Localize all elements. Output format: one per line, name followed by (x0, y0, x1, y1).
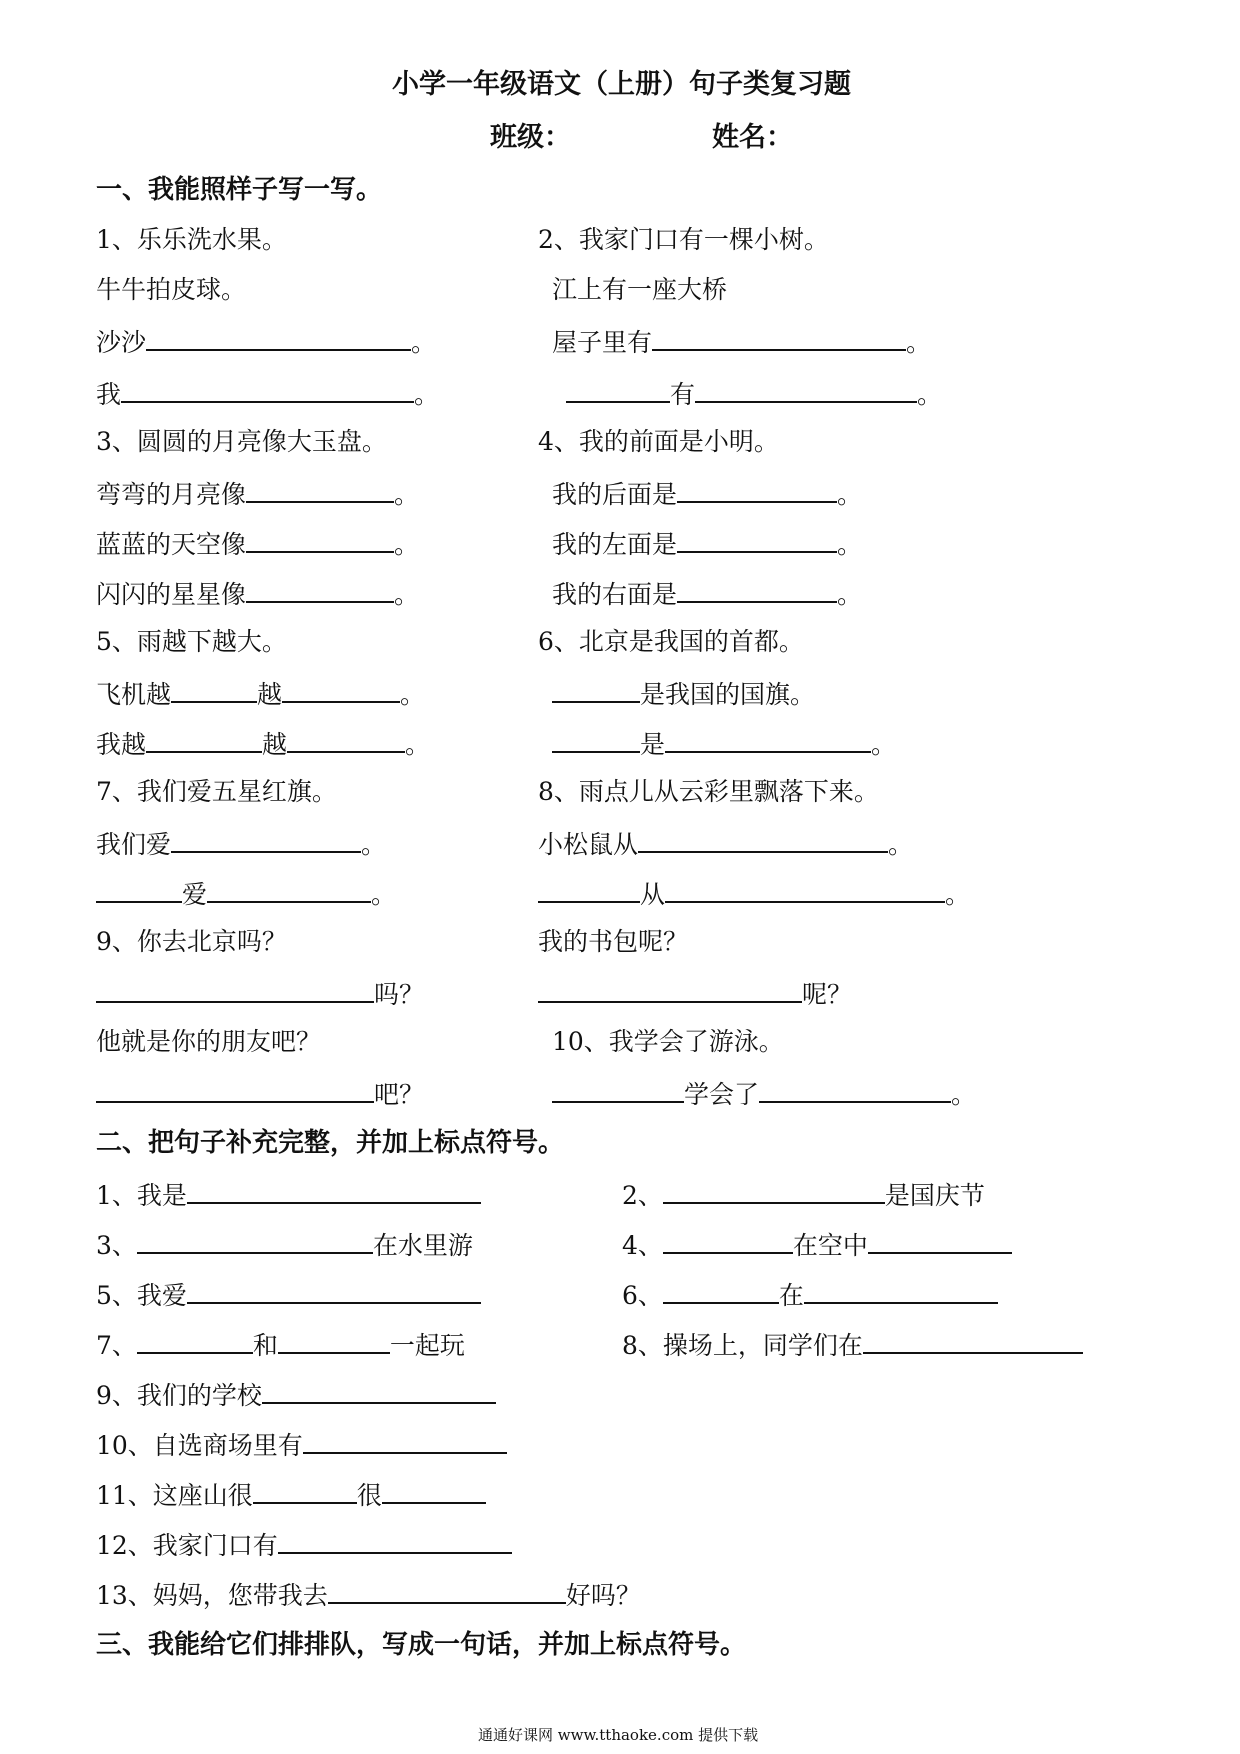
blank[interactable] (171, 827, 361, 853)
page-title: 小学一年级语文（上册）句子类复习题 (392, 69, 851, 100)
q7-line-1: 我们爱 。 (96, 827, 386, 860)
blank[interactable] (538, 977, 802, 1003)
s2-item-13: 13、妈妈，您带我去 好吗？ (96, 1578, 641, 1611)
section-3-heading: 三、我能给它们排排队，写成一句话，并加上标点符号。 (96, 1630, 747, 1660)
blank[interactable] (665, 877, 945, 903)
q9-example: 9、你去北京吗？ (96, 927, 287, 956)
q8-example: 8、雨点儿从云彩里飘落下来。 (538, 777, 879, 806)
blank[interactable] (663, 1228, 793, 1254)
blank[interactable] (246, 577, 394, 603)
blank[interactable] (538, 877, 640, 903)
blank[interactable] (96, 977, 374, 1003)
q7-line-2: 爱 。 (96, 877, 396, 910)
q1-example-2: 牛牛拍皮球。 (96, 275, 247, 304)
q6-example: 6、北京是我国的首都。 (538, 627, 804, 656)
blank[interactable] (552, 727, 640, 753)
q4-line-2: 我的左面是 。 (552, 527, 862, 560)
s2-item-10: 10、自选商场里有 (96, 1428, 507, 1461)
blank[interactable] (552, 677, 640, 703)
section-1-heading: 一、我能照样子写一写。 (96, 175, 383, 205)
s2-item-11: 11、这座山很 很 (96, 1478, 486, 1511)
blank[interactable] (246, 527, 394, 553)
footer-credit: 通通好课网 www.tthaoke.com 提供下载 (478, 1726, 759, 1744)
q1-example: 1、乐乐洗水果。 (96, 225, 287, 254)
blank[interactable] (677, 527, 837, 553)
s2-item-2: 2、 是国庆节 (622, 1178, 985, 1211)
blank[interactable] (187, 1178, 481, 1204)
blank[interactable] (246, 477, 394, 503)
blank[interactable] (187, 1278, 481, 1304)
q3-line-3: 闪闪的星星像 。 (96, 577, 419, 610)
blank[interactable] (121, 377, 414, 403)
blank[interactable] (663, 1178, 885, 1204)
blank[interactable] (171, 677, 257, 703)
blank[interactable] (663, 1278, 779, 1304)
q9-right-line: 呢？ (538, 977, 852, 1010)
blank[interactable] (207, 877, 371, 903)
q10-line: 学会了 。 (552, 1077, 976, 1110)
blank[interactable] (328, 1578, 566, 1604)
q4-line-3: 我的右面是 。 (552, 577, 862, 610)
blank[interactable] (96, 877, 182, 903)
blank[interactable] (552, 1077, 684, 1103)
blank[interactable] (677, 577, 837, 603)
blank[interactable] (868, 1228, 1012, 1254)
s2-item-12: 12、我家门口有 (96, 1528, 512, 1561)
blank[interactable] (804, 1278, 998, 1304)
q5-line-2: 我越 越 。 (96, 727, 430, 760)
q1-line-1: 沙沙 。 (96, 325, 436, 358)
q7-example: 7、我们爱五星红旗。 (96, 777, 337, 806)
q9-right-example: 我的书包呢？ (538, 927, 689, 956)
name-label: 姓名： (712, 122, 793, 153)
q3-example: 3、圆圆的月亮像大玉盘。 (96, 427, 387, 456)
section-2-heading: 二、把句子补充完整，并加上标点符号。 (96, 1128, 565, 1158)
blank[interactable] (665, 727, 871, 753)
s2-item-1: 1、我是 (96, 1178, 481, 1211)
blank[interactable] (287, 727, 405, 753)
blank[interactable] (566, 377, 670, 403)
blank[interactable] (759, 1077, 951, 1103)
blank[interactable] (146, 727, 262, 753)
q2-example: 2、我家门口有一棵小树。 (538, 225, 829, 254)
blank[interactable] (695, 377, 917, 403)
q5-example: 5、雨越下越大。 (96, 627, 287, 656)
blank[interactable] (96, 1077, 374, 1103)
q3-line-1: 弯弯的月亮像 。 (96, 477, 419, 510)
s2-item-9: 9、我们的学校 (96, 1378, 496, 1411)
s2-item-7: 7、 和 一起玩 (96, 1328, 465, 1361)
q4-line-1: 我的后面是 。 (552, 477, 862, 510)
q10-example: 10、我学会了游泳。 (552, 1027, 784, 1056)
s2-item-5: 5、我爱 (96, 1278, 481, 1311)
q6-line-1: 是我国的国旗。 (552, 677, 815, 710)
class-label: 班级： (490, 122, 571, 153)
blank[interactable] (137, 1228, 373, 1254)
s2-item-4: 4、 在空中 (622, 1228, 1012, 1261)
q1-line-2: 我 。 (96, 377, 439, 410)
q2-line-1: 屋子里有 。 (552, 325, 931, 358)
blank[interactable] (382, 1478, 486, 1504)
q6-line-2: 是 。 (552, 727, 896, 760)
s2-item-3: 3、 在水里游 (96, 1228, 473, 1261)
q2-example-2: 江上有一座大桥 (552, 275, 728, 304)
blank[interactable] (303, 1428, 507, 1454)
blank[interactable] (278, 1528, 512, 1554)
q9-line-2: 吧？ (96, 1077, 424, 1110)
blank[interactable] (638, 827, 888, 853)
q9-example-2: 他就是你的朋友吧？ (96, 1027, 322, 1056)
q2-line-2: 有 。 (566, 377, 942, 410)
blank[interactable] (863, 1328, 1083, 1354)
q3-line-2: 蓝蓝的天空像 。 (96, 527, 419, 560)
q8-line-2: 从 。 (538, 877, 970, 910)
blank[interactable] (278, 1328, 390, 1354)
blank[interactable] (137, 1328, 253, 1354)
blank[interactable] (262, 1378, 496, 1404)
s2-item-8: 8、操场上，同学们在 (622, 1328, 1083, 1361)
blank[interactable] (282, 677, 400, 703)
blank[interactable] (253, 1478, 357, 1504)
q4-example: 4、我的前面是小明。 (538, 427, 779, 456)
blank[interactable] (652, 325, 906, 351)
s2-item-6: 6、 在 (622, 1278, 998, 1311)
blank[interactable] (677, 477, 837, 503)
q8-line-1: 小松鼠从 。 (538, 827, 913, 860)
q5-line-1: 飞机越 越 。 (96, 677, 425, 710)
blank[interactable] (146, 325, 411, 351)
q9-line-1: 吗？ (96, 977, 424, 1010)
